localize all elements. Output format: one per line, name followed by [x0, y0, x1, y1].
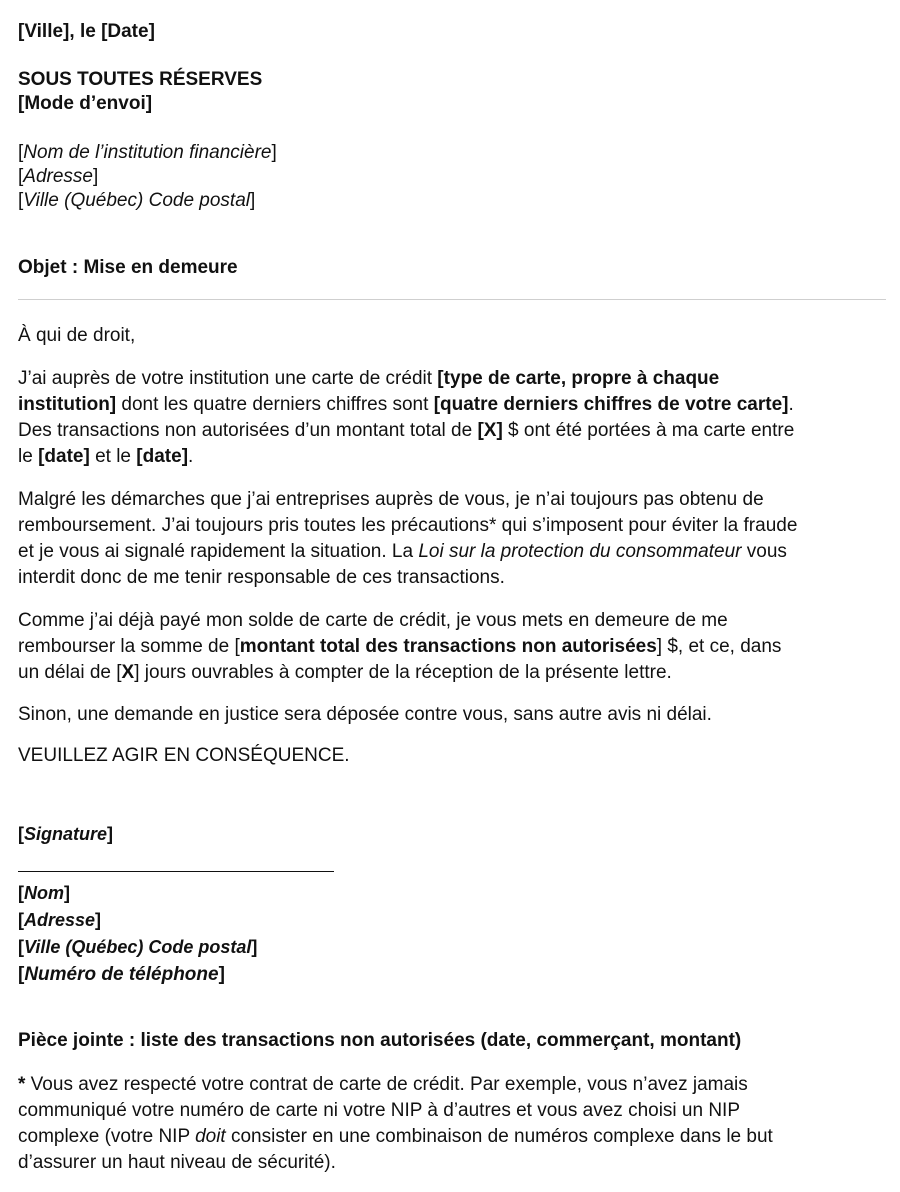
paragraph-line: communiqué votre numéro de carte ni votre NIP à d’autres et vous avez choisi un NIP	[18, 1100, 741, 1121]
bracket: ]	[218, 964, 225, 985]
date-line: [Ville], le [Date]	[18, 21, 155, 42]
text-run: un délai de [	[18, 662, 122, 683]
text-run: vous	[741, 541, 787, 562]
signature-block	[18, 822, 113, 846]
text-run: Vous avez respecté votre contrat de carte de crédit. Par exemple, vous n’avez jamais	[25, 1074, 748, 1095]
text-run: .	[788, 394, 794, 415]
sender-phone	[18, 961, 257, 988]
sender-name-text: Nom	[24, 883, 64, 903]
attachment-block	[18, 1029, 741, 1053]
placeholder-card-digits: [quatre derniers chiffres de votre carte]	[433, 394, 789, 415]
bracket: [	[18, 910, 24, 930]
bracket: [	[18, 964, 25, 985]
signature-line	[18, 871, 334, 872]
paragraph-closing	[18, 743, 350, 769]
salutation-block	[18, 324, 135, 348]
paragraph-line	[18, 539, 797, 565]
text-run: Des transactions non autorisées d’un montant total de	[18, 420, 478, 441]
divider	[18, 299, 886, 300]
bracket: [	[18, 190, 24, 211]
paragraph-demand	[18, 608, 781, 686]
recipient-address	[18, 165, 277, 189]
text-run: le	[18, 446, 39, 467]
text-run: J’ai auprès de votre institution une carte de crédit	[18, 368, 438, 389]
placeholder-card-type-end: institution]	[18, 394, 117, 415]
paragraph-line	[18, 660, 781, 686]
footnote-block	[18, 1072, 773, 1176]
paragraph-card-details	[18, 366, 794, 470]
text-run: et je vous ai signalé rapidement la situation. La	[18, 541, 419, 562]
salutation: À qui de droit,	[18, 325, 136, 346]
paragraph-line: Comme j’ai déjà payé mon solde de carte de crédit, je vous mets en demeure de me	[18, 610, 728, 631]
attachment-line: Pièce jointe : liste des transactions non autorisées (date, commerçant, montant)	[18, 1030, 742, 1051]
paragraph-line	[18, 366, 794, 392]
bracket: ]	[271, 142, 277, 163]
paragraph-line	[18, 634, 781, 660]
reserve-block	[18, 68, 262, 116]
signature-placeholder	[18, 822, 113, 846]
recipient-block	[18, 141, 277, 213]
subject-line: Objet : Mise en demeure	[18, 257, 238, 278]
sender-address-text: Adresse	[24, 910, 96, 930]
placeholder-days: X	[121, 662, 135, 683]
paragraph-line: d’assurer un haut niveau de sécurité).	[18, 1152, 336, 1173]
bracket: ]	[107, 824, 114, 844]
text-run: et le	[89, 446, 137, 467]
paragraph-line	[18, 444, 794, 470]
paragraph-line	[18, 1124, 773, 1150]
paragraph-text	[18, 366, 794, 470]
recipient-name-text: Nom de l’institution financière	[23, 142, 272, 163]
recipient-city-text: Ville (Québec) Code postal	[23, 190, 251, 211]
paragraph-line	[18, 418, 794, 444]
text-run: rembourser la somme de [	[18, 636, 240, 657]
text-run: ] $, et ce, dans	[656, 636, 782, 657]
paragraph-line: interdit donc de me tenir responsable de ces transactions.	[18, 567, 505, 588]
placeholder-total: montant total des transactions non autorisées	[239, 636, 657, 657]
paragraph-text	[18, 608, 781, 686]
bracket: [	[18, 883, 24, 903]
bracket: [	[18, 142, 24, 163]
letter-header	[18, 20, 155, 44]
reserve-heading: SOUS TOUTES RÉSERVES	[18, 69, 263, 90]
placeholder-amount: [X]	[477, 420, 503, 441]
paragraph-line: remboursement. J’ai toujours pris toutes les précautions* qui s’imposent pour éviter la fraude	[18, 515, 798, 536]
footnote-marker: *	[18, 1074, 26, 1095]
bracket: ]	[95, 910, 102, 930]
paragraph-text: Sinon, une demande en justice sera déposée contre vous, sans autre avis ni délai.	[18, 704, 712, 725]
send-mode: [Mode d’envoi]	[18, 93, 153, 114]
recipient-name	[18, 141, 277, 165]
recipient-address-text: Adresse	[23, 166, 93, 187]
paragraph-line	[18, 392, 794, 418]
paragraph-precautions	[18, 487, 797, 591]
placeholder-card-type: [type de carte, propre à chaque	[437, 368, 720, 389]
placeholder-date-start: [date]	[38, 446, 90, 467]
text-run: dont les quatre derniers chiffres sont	[116, 394, 434, 415]
horizontal-rule	[18, 299, 886, 300]
law-title: Loi sur la protection du consommateur	[418, 541, 742, 562]
text-run: complexe (votre NIP	[18, 1126, 196, 1147]
text-run: ] jours ouvrables à compter de la réception de la présente lettre.	[134, 662, 672, 683]
emphasis-text: doit	[195, 1126, 226, 1147]
bracket: [	[18, 937, 24, 957]
sender-city	[18, 934, 257, 961]
paragraph-line	[18, 1072, 773, 1098]
bracket: [	[18, 166, 24, 187]
bracket: ]	[250, 190, 256, 211]
bracket: [	[18, 824, 24, 844]
sender-name	[18, 880, 257, 907]
bracket: ]	[92, 166, 99, 187]
sender-address	[18, 907, 257, 934]
subject-block	[18, 256, 238, 280]
paragraph-line: Malgré les démarches que j’ai entreprises auprès de vous, je n’ai toujours pas obtenu de	[18, 489, 764, 510]
text-run: $ ont été portées à ma carte entre	[502, 420, 795, 441]
recipient-city	[18, 189, 277, 213]
sender-block	[18, 880, 257, 988]
sender-city-text: Ville (Québec) Code postal	[24, 937, 252, 957]
bracket: ]	[251, 937, 258, 957]
paragraph-text	[18, 487, 797, 591]
placeholder-date-end: [date]	[136, 446, 189, 467]
sender-phone-text: Numéro de téléphone	[24, 964, 219, 985]
signature-line-wrap	[18, 871, 334, 872]
text-run: consister en une combinaison de numéros complexe dans le but	[225, 1126, 773, 1147]
paragraph-legal-action	[18, 702, 712, 728]
closing-text: VEUILLEZ AGIR EN CONSÉQUENCE.	[18, 745, 350, 766]
text-run: .	[188, 446, 194, 467]
signature-text: Signature	[24, 824, 108, 844]
footnote-text	[18, 1072, 773, 1176]
bracket: ]	[64, 883, 70, 903]
